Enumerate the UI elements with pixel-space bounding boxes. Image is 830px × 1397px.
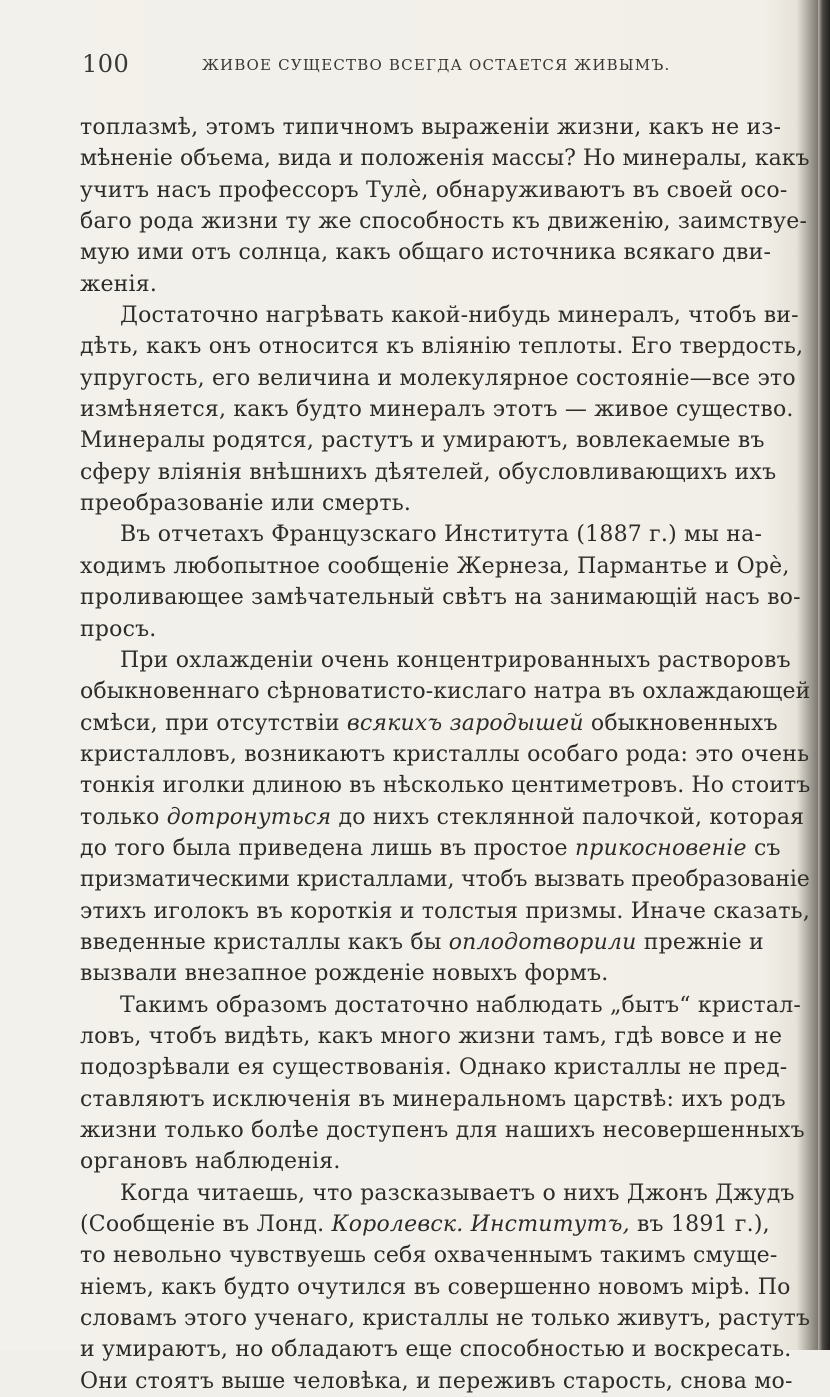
text-segment: мѣненіе объема, вида и положенія массы? Но минералы, какъ [80, 146, 810, 172]
text-line [80, 519, 810, 550]
text-line [80, 551, 810, 582]
text-segment: Они стоятъ выше человѣка, и переживъ старость, снова мо- [80, 1368, 793, 1394]
text-segment: (Сообщеніе въ Лонд. [80, 1212, 332, 1238]
text-line [80, 927, 810, 958]
text-line [80, 206, 810, 237]
text-line [80, 990, 810, 1021]
text-segment: упругость, его величина и молекулярное состояніе—все это [80, 365, 796, 391]
text-segment: до нихъ стеклянной палочкой, которая [331, 804, 805, 830]
text-segment: до того была приведена лишь въ простое [80, 835, 575, 861]
page-header [82, 48, 722, 82]
text-segment: только [80, 804, 167, 830]
text-line [80, 175, 810, 206]
text-segment: органовъ наблюденія. [80, 1149, 341, 1175]
text-segment: Когда читаешь, что разсказываетъ о нихъ Джонъ Джудъ [120, 1180, 795, 1206]
text-line [80, 833, 810, 864]
text-line [80, 1240, 810, 1271]
text-line [80, 770, 810, 801]
text-line [80, 1178, 810, 1209]
text-segment: При охлажденіи очень концентрированныхъ растворовъ [120, 647, 791, 673]
text-segment: кристалловъ, возникаютъ кристаллы особаго рода: это очень [80, 741, 810, 767]
text-segment: ніемъ, какъ будто очутился въ совершенно новомъ мірѣ. По [80, 1274, 791, 1300]
text-segment: призматическими кристаллами, чтобъ вызвать преобразованіе [80, 867, 810, 893]
italic-emphasis: всякихъ зародышей [346, 710, 584, 736]
text-segment: учитъ насъ профессоръ Тулѐ, обнаруживаютъ въ своей осо- [80, 177, 788, 203]
text-line [80, 739, 810, 770]
text-segment: Въ отчетахъ Французскаго Института (1887 г.) мы на- [120, 522, 763, 548]
text-segment: Достаточно нагрѣвать какой-нибудь минералъ, чтобъ ви- [120, 303, 799, 329]
text-line [80, 708, 810, 739]
text-segment: то невольно чувствуешь себя охваченнымъ такимъ смуще- [80, 1243, 778, 1269]
text-line [80, 1115, 810, 1146]
text-segment: смѣси, при отсутствіи [80, 710, 347, 736]
text-line [80, 1303, 810, 1334]
text-line [80, 269, 810, 300]
text-line [80, 1084, 810, 1115]
text-line [80, 425, 810, 456]
text-segment: и умираютъ, но обладаютъ еще способностью и воскресать. [80, 1337, 792, 1363]
italic-emphasis: Королевск. Институтъ, [331, 1212, 630, 1238]
text-line [80, 1209, 810, 1240]
italic-emphasis: оплодотворили [448, 929, 637, 955]
text-segment: проливающее замѣчательный свѣтъ на занимающій насъ во- [80, 585, 801, 611]
text-segment: съ [746, 835, 781, 861]
text-line [80, 457, 810, 488]
text-segment: сферу вліянія внѣшнихъ дѣятелей, обусловливающихъ ихъ [80, 459, 777, 485]
text-line [80, 488, 810, 519]
text-line [80, 645, 810, 676]
text-line [80, 363, 810, 394]
text-line [80, 802, 810, 833]
text-line [80, 1334, 810, 1365]
text-line [80, 1272, 810, 1303]
text-segment: баго рода жизни ту же способность къ движенію, заимствуе- [80, 209, 808, 235]
text-line [80, 896, 810, 927]
text-line [80, 1052, 810, 1083]
text-segment: преобразованіе или смерть. [80, 491, 412, 517]
text-line [80, 614, 810, 645]
text-line [80, 864, 810, 895]
text-segment: словамъ этого ученаго, кристаллы не только живутъ, растутъ [80, 1306, 811, 1332]
text-segment: мую ими отъ солнца, какъ общаго источника всякаго дви- [80, 240, 772, 266]
text-segment: измѣняется, какъ будто минералъ этотъ — живое существо. [80, 397, 794, 423]
text-segment: введенные кристаллы какъ бы [80, 929, 449, 955]
text-line [80, 1146, 810, 1177]
text-segment: жизни только болѣе доступенъ для нашихъ несовершенныхъ [80, 1118, 805, 1143]
text-segment: прежніе и [636, 929, 764, 955]
page-spine-shadow [818, 0, 830, 1350]
text-line [80, 394, 810, 425]
text-line [80, 582, 810, 613]
page-number: 100 [82, 50, 130, 78]
text-segment: обыкновенныхъ [583, 710, 778, 736]
text-segment: этихъ иголокъ въ короткія и толстыя призмы. Иначе сказать, [80, 898, 810, 924]
text-segment: Такимъ образомъ достаточно наблюдать „бытъ“ кристал- [120, 992, 802, 1018]
text-line [80, 958, 810, 989]
text-segment: ходимъ любопытное сообщеніе Жернеза, Пармантье и Орѐ, [80, 553, 790, 579]
text-segment: Минералы родятся, растутъ и умираютъ, вовлекаемые въ [80, 428, 765, 454]
text-line [80, 143, 810, 174]
text-segment: въ 1891 г.), [629, 1212, 770, 1238]
text-segment: тонкія иголки длиною въ нѣсколько центиметровъ. Но стоитъ [80, 773, 811, 799]
text-line [80, 676, 810, 707]
italic-emphasis: дотронуться [166, 804, 332, 830]
running-title: ЖИВОЕ СУЩЕСТВО ВСЕГДА ОСТАЕТСЯ ЖИВЫМЪ. [202, 56, 671, 74]
text-segment: женія. [80, 271, 158, 297]
text-segment: вызвали внезапное рожденіе новыхъ формъ. [80, 961, 609, 987]
text-segment: дѣть, какъ онъ относится къ вліянію теплоты. Его твердость, [80, 334, 804, 360]
body-text [80, 112, 810, 1397]
text-line [80, 237, 810, 268]
text-segment: ловъ, чтобъ видѣть, какъ много жизни тамъ, гдѣ вовсе и не [80, 1023, 783, 1049]
text-segment: ставляютъ исключенія въ минеральномъ царствѣ: ихъ родъ [80, 1086, 786, 1112]
text-segment: просъ. [80, 616, 157, 642]
text-segment: обыкновеннаго сѣрноватисто-кислаго натра въ охлаждающей [80, 679, 811, 705]
text-line [80, 1366, 810, 1397]
text-segment: топлазмѣ, этомъ типичномъ выраженіи жизни, какъ не из- [80, 115, 782, 140]
italic-emphasis: прикосновеніе [574, 835, 747, 861]
text-line [80, 300, 810, 331]
text-segment: подозрѣвали ея существованія. Однако кристаллы не пред- [80, 1055, 788, 1081]
text-line [80, 1021, 810, 1052]
text-line [80, 112, 810, 143]
text-line [80, 331, 810, 362]
